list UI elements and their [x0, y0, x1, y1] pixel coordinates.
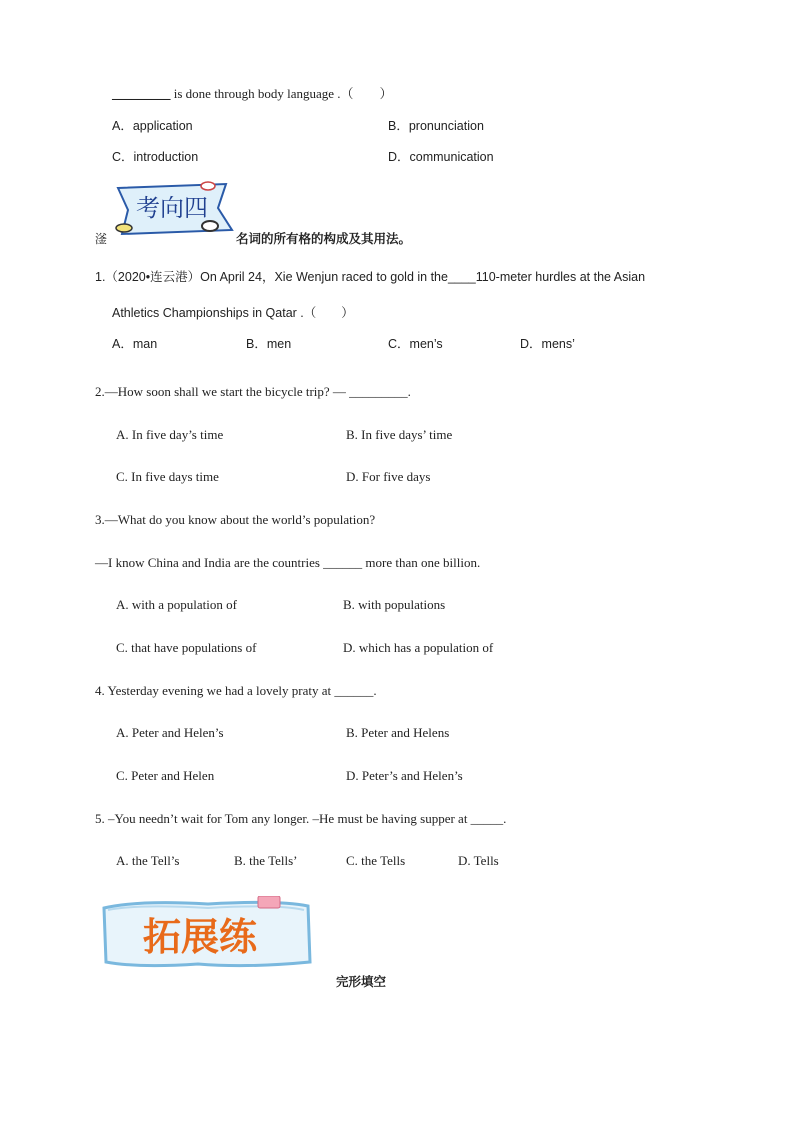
extension-title: 完形填空 — [336, 974, 387, 989]
q1-line2: Athletics Championships in Qatar .（ ） — [112, 306, 354, 320]
q3-line2: —I know China and India are the countries ______ more than one billion. — [95, 555, 481, 570]
q4-stem: 4. Yesterday evening we had a lovely praty at ______. — [95, 683, 377, 698]
clip-icon — [258, 896, 280, 908]
q1-option-a[interactable]: A．man — [112, 337, 158, 351]
q1-option-d[interactable]: D．mens’ — [520, 337, 575, 351]
badge-label: 考向四 — [136, 194, 208, 222]
q3-option-d[interactable]: D. which has a population of — [343, 640, 494, 655]
q2-option-d[interactable]: D. For five days — [346, 469, 431, 484]
q4-option-d[interactable]: D. Peter’s and Helen’s — [346, 768, 463, 783]
q2-option-a[interactable]: A. In five day’s time — [116, 427, 224, 442]
q3-option-a[interactable]: A. with a population of — [116, 597, 237, 612]
q3-option-b[interactable]: B. with populations — [343, 597, 446, 612]
option-b[interactable]: B．pronunciation — [388, 119, 484, 133]
q2-option-c[interactable]: C. In five days time — [116, 469, 219, 484]
q5-option-b[interactable]: B. the Tells’ — [234, 853, 298, 868]
top-question-stem — [112, 83, 393, 102]
section4-title: 名词的所有格的构成及其用法。 — [236, 231, 412, 246]
q5-option-c[interactable]: C. the Tells — [346, 853, 406, 868]
decoration-icon — [201, 182, 215, 190]
decoration-icon — [202, 221, 218, 231]
option-a[interactable]: A．application — [112, 119, 193, 133]
badge-label: 拓展练 — [142, 915, 258, 959]
option-d[interactable]: D．communication — [388, 150, 494, 164]
section-prefix-char: 滏 — [95, 232, 108, 246]
q4-option-a[interactable]: A. Peter and Helen’s — [116, 725, 224, 740]
decoration-icon — [116, 224, 132, 232]
question-text: is done through body language .（ ） — [170, 86, 393, 101]
q1-option-c[interactable]: C．men’s — [388, 337, 443, 351]
answer-blank[interactable]: _________ — [112, 86, 171, 101]
section4-badge — [108, 178, 236, 238]
q3-line1: 3.—What do you know about the world’s population? — [95, 512, 376, 527]
extension-badge — [98, 896, 316, 970]
q5-option-d[interactable]: D. Tells — [458, 853, 499, 868]
q1-line1: 1.（2020•连云港）On April 24，Xie Wenjun raced to gold in the____110-meter hurdles at the Asian — [95, 270, 646, 284]
q5-option-a[interactable]: A. the Tell’s — [116, 853, 180, 868]
q2-option-b[interactable]: B. In five days’ time — [346, 427, 453, 442]
q4-option-c[interactable]: C. Peter and Helen — [116, 768, 215, 783]
q5-stem: 5. –You needn’t wait for Tom any longer. –He must be having supper at _____. — [95, 811, 507, 826]
q4-option-b[interactable]: B. Peter and Helens — [346, 725, 450, 740]
q2-stem: 2.—How soon shall we start the bicycle trip? — _________. — [95, 384, 411, 399]
q1-option-b[interactable]: B．men — [246, 337, 292, 351]
q3-option-c[interactable]: C. that have populations of — [116, 640, 257, 655]
option-c[interactable]: C．introduction — [112, 150, 199, 164]
